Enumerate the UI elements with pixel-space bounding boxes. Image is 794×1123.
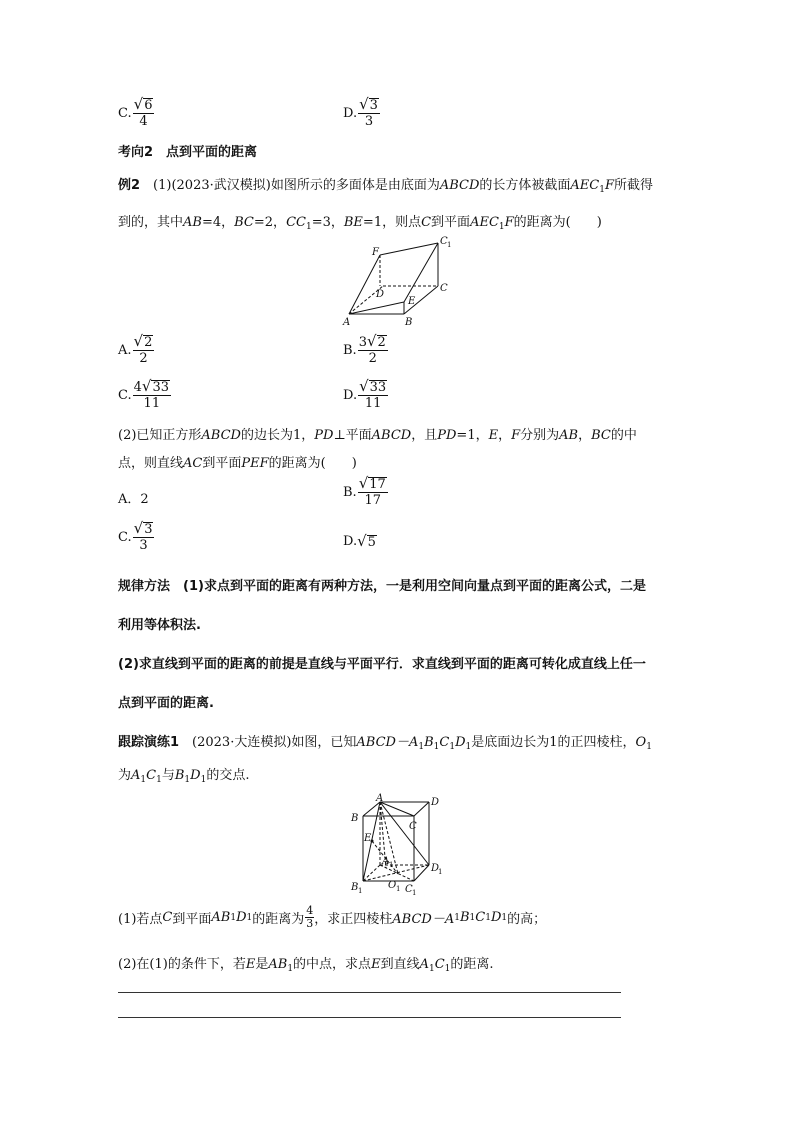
label-O1-subscript: 1 bbox=[396, 885, 401, 893]
text: 到直线 bbox=[380, 957, 420, 972]
label-B: B bbox=[405, 317, 413, 328]
math: B bbox=[459, 910, 470, 925]
text: (2023·大连模拟)如图，已知 bbox=[179, 735, 357, 750]
q2-line1 bbox=[118, 424, 637, 443]
fraction: 4 √ 33 11 bbox=[133, 377, 170, 411]
option-label: B. bbox=[343, 484, 357, 500]
option-label: C. bbox=[118, 105, 132, 121]
radicand: 33 bbox=[369, 380, 387, 395]
q2-option-d bbox=[343, 534, 377, 549]
text: (1)若点 bbox=[118, 912, 163, 927]
text: 是 bbox=[255, 957, 269, 972]
text: (2)已知正方形 bbox=[118, 428, 202, 443]
math: AEC bbox=[470, 215, 499, 230]
method-line1 bbox=[118, 575, 646, 594]
math: D bbox=[490, 910, 502, 925]
denominator: 11 bbox=[364, 396, 382, 411]
math: F bbox=[504, 215, 514, 230]
example-heading: 例2 bbox=[118, 178, 141, 193]
text: 分别为 bbox=[520, 428, 560, 443]
text: 与 bbox=[161, 768, 175, 783]
label-B1-subscript: 1 bbox=[358, 887, 363, 895]
math: BE bbox=[343, 215, 363, 230]
subscript: 1 bbox=[599, 185, 605, 195]
subscript: 1 bbox=[485, 912, 491, 923]
text: 为 bbox=[118, 768, 132, 783]
subscript: 1 bbox=[449, 742, 456, 752]
practice-heading: 跟踪演练1 bbox=[118, 735, 180, 750]
math: ABCD－A bbox=[356, 735, 419, 750]
option-c bbox=[118, 379, 171, 411]
option-label: D. bbox=[343, 387, 358, 403]
text: =1，则点 bbox=[362, 215, 422, 230]
text: 是底面边长为1的正四棱柱， bbox=[471, 735, 636, 750]
subscript: 1 bbox=[465, 742, 472, 752]
method-line3: (2)求直线到平面的距离的前提是直线与平面平行．求直线到平面的距离可转化成直线上任一 bbox=[118, 657, 646, 672]
text: (2)在(1)的条件下，若 bbox=[118, 957, 246, 972]
subscript: 1 bbox=[246, 912, 253, 923]
denominator: 2 bbox=[368, 351, 377, 366]
math: D bbox=[455, 735, 466, 750]
text: 的距离为( ) bbox=[513, 215, 602, 230]
subscript: 1 bbox=[469, 912, 476, 923]
option-label: A. bbox=[118, 342, 132, 358]
text: 到平面 bbox=[172, 912, 212, 927]
example2-line2 bbox=[118, 211, 602, 232]
label-E: E bbox=[364, 833, 372, 844]
math: C bbox=[439, 735, 450, 750]
subscript: 1 bbox=[140, 775, 147, 785]
text: =4， bbox=[201, 215, 235, 230]
text: ，且 bbox=[411, 428, 438, 443]
fraction bbox=[305, 905, 314, 930]
radicand: 2 bbox=[377, 335, 386, 350]
denominator: 3 bbox=[139, 538, 148, 553]
text: (1)(2023·武汉模拟)如图所示的多面体是由底面为 bbox=[140, 178, 440, 193]
radicand: 6 bbox=[144, 98, 153, 113]
label-C: C bbox=[440, 283, 448, 294]
subscript: 1 bbox=[200, 775, 207, 785]
option-d bbox=[343, 379, 388, 411]
prism-figure bbox=[346, 793, 446, 898]
answer-line bbox=[118, 1017, 621, 1018]
q2-option-a: A．2 bbox=[118, 492, 149, 507]
q2-option-b bbox=[343, 476, 388, 508]
subscript: 1 bbox=[444, 964, 451, 974]
math: PD bbox=[437, 428, 457, 443]
math: AB bbox=[183, 215, 202, 230]
math: D bbox=[236, 910, 247, 925]
math: ABCD bbox=[201, 428, 241, 443]
label-C: C bbox=[409, 821, 417, 832]
fraction: √ 33 11 bbox=[359, 377, 387, 411]
math: A bbox=[131, 768, 141, 783]
option-label: B. bbox=[343, 342, 357, 358]
math: PD bbox=[314, 428, 334, 443]
label-C1: C bbox=[405, 884, 413, 895]
text: 到的，其中 bbox=[118, 215, 184, 230]
math: AB bbox=[211, 910, 231, 925]
text: 到平面 bbox=[431, 215, 471, 230]
math: C bbox=[475, 910, 486, 925]
text: 所截得 bbox=[614, 178, 654, 193]
radicand: 3 bbox=[144, 522, 153, 537]
option-c-top bbox=[118, 97, 154, 129]
text: 的中点，求点 bbox=[293, 957, 372, 972]
method-heading: 规律方法 bbox=[118, 579, 171, 594]
label-A: A bbox=[343, 317, 351, 328]
math: E bbox=[371, 957, 381, 972]
label-D1-subscript: 1 bbox=[438, 868, 443, 876]
math: C bbox=[434, 957, 445, 972]
math: C bbox=[162, 910, 173, 925]
subscript: 1 bbox=[428, 964, 435, 974]
radicand: 2 bbox=[144, 335, 153, 350]
text: 的距离为( ) bbox=[268, 456, 357, 471]
math: AB bbox=[559, 428, 579, 443]
denominator: 3 bbox=[364, 114, 374, 129]
text: 的边长为1， bbox=[240, 428, 315, 443]
fraction: √ 17 17 bbox=[358, 474, 386, 508]
label-C1-subscript: 1 bbox=[412, 889, 417, 897]
math: B bbox=[424, 735, 434, 750]
text: =1， bbox=[456, 428, 489, 443]
text: 的距离. bbox=[450, 957, 494, 972]
subscript: 1 bbox=[184, 775, 191, 785]
option-label: D. bbox=[343, 534, 358, 549]
text: =3， bbox=[311, 215, 344, 230]
math: ABCD bbox=[371, 428, 412, 443]
section-title: 考向2 点到平面的距离 bbox=[118, 145, 258, 160]
denominator: 11 bbox=[143, 396, 161, 411]
q2-line2 bbox=[118, 452, 357, 471]
radicand: 33 bbox=[152, 380, 170, 395]
label-D: D bbox=[376, 289, 385, 300]
denominator: 4 bbox=[139, 114, 148, 129]
subscript: 1 bbox=[501, 912, 508, 923]
label-D: D bbox=[431, 797, 440, 808]
denominator: 2 bbox=[139, 351, 148, 366]
subscript: 1 bbox=[230, 912, 237, 923]
option-d-top bbox=[343, 97, 380, 129]
math: CC bbox=[286, 215, 306, 230]
label-B: B bbox=[351, 813, 359, 824]
radicand: 3 bbox=[369, 98, 378, 113]
option-b bbox=[343, 334, 388, 366]
subscript: 1 bbox=[454, 912, 460, 923]
math: C bbox=[421, 215, 432, 230]
radical: √ 5 bbox=[357, 532, 376, 550]
text: 的中 bbox=[610, 428, 637, 443]
practice-q2 bbox=[118, 953, 494, 974]
subscript: 1 bbox=[418, 742, 425, 752]
subscript: 1 bbox=[156, 775, 162, 785]
option-label: C. bbox=[118, 387, 132, 403]
math: F bbox=[604, 178, 614, 193]
coefficient: 4 bbox=[133, 380, 142, 395]
text: =2， bbox=[253, 215, 287, 230]
label-C1: C bbox=[440, 236, 448, 247]
text: ⊥平面 bbox=[333, 428, 372, 443]
math: B bbox=[174, 768, 185, 783]
label-D1: D bbox=[431, 863, 440, 874]
math: E bbox=[245, 957, 256, 972]
fraction: √ 6 4 bbox=[133, 95, 153, 129]
text: ，求正四棱柱 bbox=[314, 912, 393, 927]
math: C bbox=[146, 768, 157, 783]
practice-q1 bbox=[118, 905, 546, 930]
option-a bbox=[118, 334, 154, 366]
option-label: D. bbox=[343, 105, 358, 121]
text: 的交点. bbox=[206, 768, 250, 783]
fraction: √ 3 3 bbox=[133, 519, 153, 553]
practice-line2 bbox=[118, 764, 249, 785]
example2-line1 bbox=[118, 174, 653, 195]
label-O1: O bbox=[388, 880, 397, 891]
method-line2: 利用等体积法. bbox=[118, 618, 201, 633]
math: F bbox=[511, 428, 521, 443]
math: BC bbox=[234, 215, 254, 230]
fraction: √ 3 3 bbox=[359, 95, 378, 129]
math: ABCD bbox=[439, 178, 480, 193]
label-A1: A bbox=[382, 856, 390, 867]
math: PEF bbox=[241, 456, 269, 471]
radicand: 5 bbox=[367, 535, 376, 550]
math: ABCD－A bbox=[392, 912, 455, 927]
subscript: 1 bbox=[498, 222, 505, 232]
polyhedron-figure bbox=[340, 233, 460, 328]
method-line4: 点到平面的距离. bbox=[118, 696, 214, 711]
subscript: 1 bbox=[646, 742, 652, 752]
math: AC bbox=[183, 456, 203, 471]
subscript: 1 bbox=[287, 964, 294, 974]
fraction: √ 2 2 bbox=[133, 332, 153, 366]
coefficient: 3 bbox=[358, 335, 367, 350]
math: A bbox=[419, 957, 429, 972]
text: ， bbox=[578, 428, 592, 443]
math: D bbox=[190, 768, 201, 783]
math: AB bbox=[268, 957, 288, 972]
label-C1-subscript: 1 bbox=[447, 241, 452, 249]
radicand: 17 bbox=[369, 477, 386, 492]
fraction: 3 √ 2 2 bbox=[358, 332, 386, 366]
math: AEC bbox=[570, 178, 600, 193]
math: O bbox=[635, 735, 647, 750]
text: ， bbox=[498, 428, 512, 443]
text: 的高； bbox=[507, 912, 547, 927]
numerator: 4 bbox=[306, 904, 314, 917]
math: E bbox=[488, 428, 499, 443]
label-A1-subscript: 1 bbox=[389, 861, 394, 869]
label-E: E bbox=[408, 296, 416, 307]
denominator: 17 bbox=[364, 493, 382, 508]
math: BC bbox=[591, 428, 611, 443]
label-A: A bbox=[376, 793, 384, 804]
denominator: 3 bbox=[306, 917, 314, 930]
answer-line bbox=[118, 992, 621, 993]
subscript: 1 bbox=[305, 222, 312, 232]
q2-option-c bbox=[118, 521, 154, 553]
label-F: F bbox=[372, 247, 379, 258]
text: (1)求点到平面的距离有两种方法，一是利用空间向量点到平面的距离公式，二是 bbox=[170, 579, 646, 594]
practice-line1 bbox=[118, 731, 652, 752]
text: 到平面 bbox=[202, 456, 242, 471]
option-label: C. bbox=[118, 529, 132, 545]
text: 的长方体被截面 bbox=[479, 178, 571, 193]
text: 的距离为 bbox=[252, 912, 305, 927]
subscript: 1 bbox=[433, 742, 440, 752]
label-B1: B bbox=[351, 882, 359, 893]
text: 点，则直线 bbox=[118, 456, 184, 471]
